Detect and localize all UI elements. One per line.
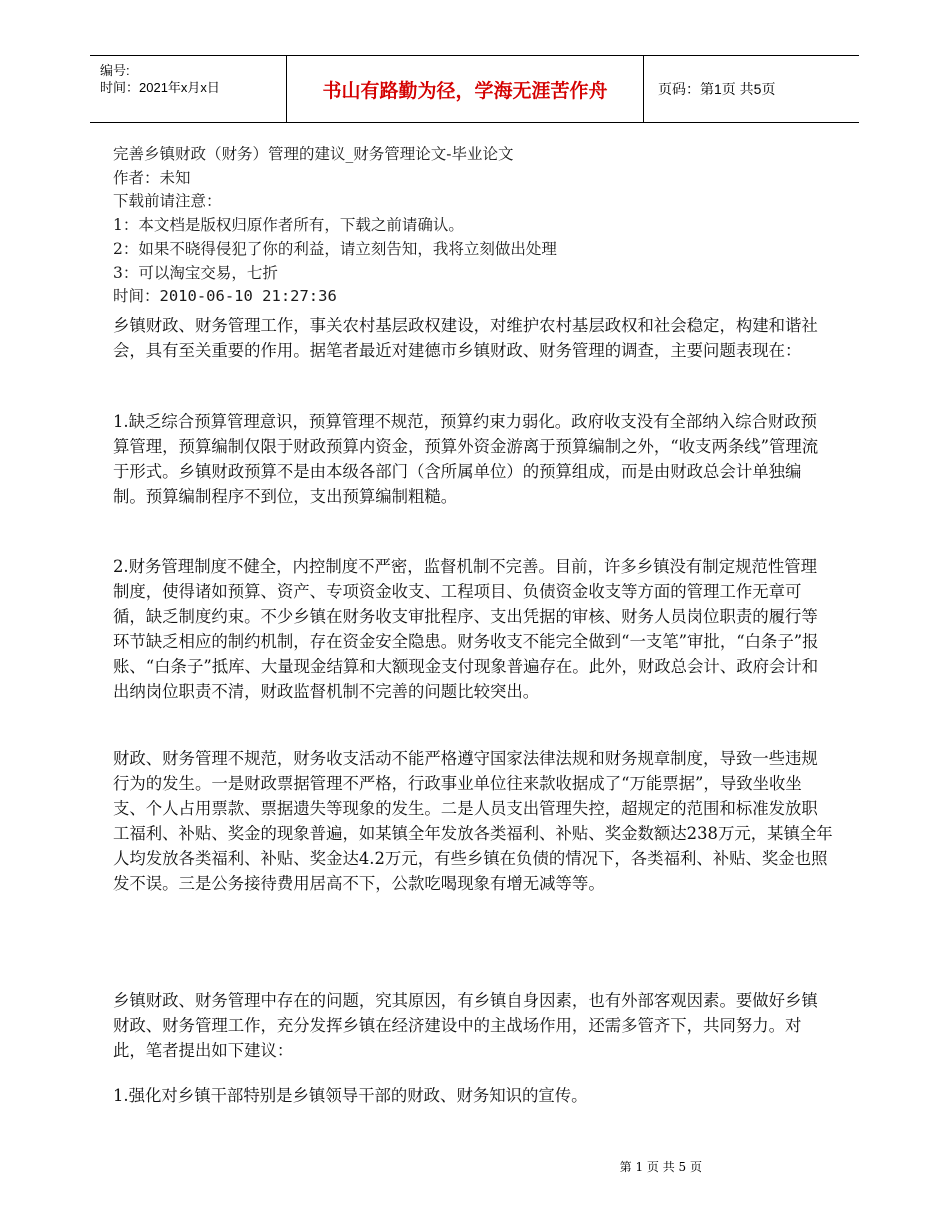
- document-title: 完善乡镇财政（财务）管理的建议_财务管理论文-毕业论文: [113, 145, 514, 163]
- paragraph-5: 乡镇财政、财务管理中存在的问题，究其原因，有乡镇自身因素，也有外部客观因素。要做好乡镇财政、财务管理工作，充分发挥乡镇在经济建设中的主战场作用，还需多管齐下，共同努力。对此，笔者提出如下建议：: [113, 991, 818, 1060]
- paragraph-6: 1.强化对乡镇干部特别是乡镇领导干部的财政、财务知识的宣传。: [113, 1086, 588, 1105]
- note-1: 1：本文档是版权归原作者所有，下载之前请确认。: [113, 216, 464, 235]
- body-paragraph: [113, 746, 833, 896]
- paragraph-2: 1.缺乏综合预算管理意识，预算管理不规范，预算约束力弱化。政府收支没有全部纳入综合财政预算管理，预算编制仅限于财政预算内资金，预算外资金游离于预算编制之外，“收支两条线”管理流于形式。乡镇财政预算不是由本级各部门（含所属单位）的预算组成，而是由财政总会计单独编制。预算编制程序不到位，支出预算编制粗糙。: [113, 412, 819, 506]
- document-meta: [113, 143, 833, 309]
- body-paragraph: [113, 1083, 833, 1108]
- document-time: 时间：2010-06-10 21:27:36: [113, 287, 337, 306]
- download-note: 下载前请注意：: [113, 192, 222, 211]
- number-label: 编号:: [100, 63, 130, 78]
- header-motto: 书山有路勤为径，学海无涯苦作舟: [286, 56, 644, 122]
- paragraph-3: 2.财务管理制度不健全，内控制度不严密，监督机制不完善。目前，许多乡镇没有制定规范性管理制度，使得诸如预算、资产、专项资金收支、工程项目、负债资金收支等方面的管理工作无章可循，缺乏制度约束。不少乡镇在财务收支审批程序、支出凭据的审核、财务人员岗位职责的履行等环节缺乏相应的制约机制，存在资金安全隐患。财务收支不能完全做到“一支笔”审批，“白条子”报账、“白条子”抵库、大量现金结算和大额现金支付现象普遍存在。此外，财政总会计、政府会计和出纳岗位职责不清，财政监督机制不完善的问题比较突出。: [113, 557, 819, 701]
- body-paragraph: [113, 554, 833, 704]
- paragraph-1: 乡镇财政、财务管理工作，事关农村基层政权建设，对维护农村基层政权和社会稳定，构建和谐社会，具有至关重要的作用。据笔者最近对建德市乡镇财政、财务管理的调查，主要问题表现在：: [113, 316, 818, 360]
- page-footer: 第 1 页 共 5 页: [619, 1160, 702, 1174]
- header-info: [100, 62, 285, 96]
- document-author: 作者：未知: [113, 168, 191, 187]
- paragraph-4: 财政、财务管理不规范，财务收支活动不能严格遵守国家法律法规和财务规章制度，导致一些违规行为的发生。一是财政票据管理不严格，行政事业单位往来款收据成了“万能票据”，导致坐收坐支、个人占用票款、票据遗失等现象的发生。二是人员支出管理失控，超规定的范围和标准发放职工福利、补贴、奖金的现象普遍，如某镇全年发放各类福利、补贴、奖金数额达238万元，某镇全年人均发放各类福利、补贴、奖金达4.2万元，有些乡镇在负债的情况下，各类福利、补贴、奖金也照发不误。三是公务接待费用居高不下，公款吃喝现象有增无减等等。: [113, 749, 833, 893]
- page-header: [90, 55, 859, 123]
- body-paragraph: [113, 313, 833, 363]
- header-page-info: 页码：第1页 共5页: [658, 81, 776, 97]
- body-paragraph: [113, 409, 833, 509]
- note-3: 3：可以淘宝交易，七折: [113, 263, 278, 282]
- body-paragraph: [113, 988, 833, 1063]
- note-2: 2：如果不晓得侵犯了你的利益，请立刻告知，我将立刻做出处理: [113, 239, 557, 258]
- time-label: 时间：2021年x月x日: [100, 80, 220, 95]
